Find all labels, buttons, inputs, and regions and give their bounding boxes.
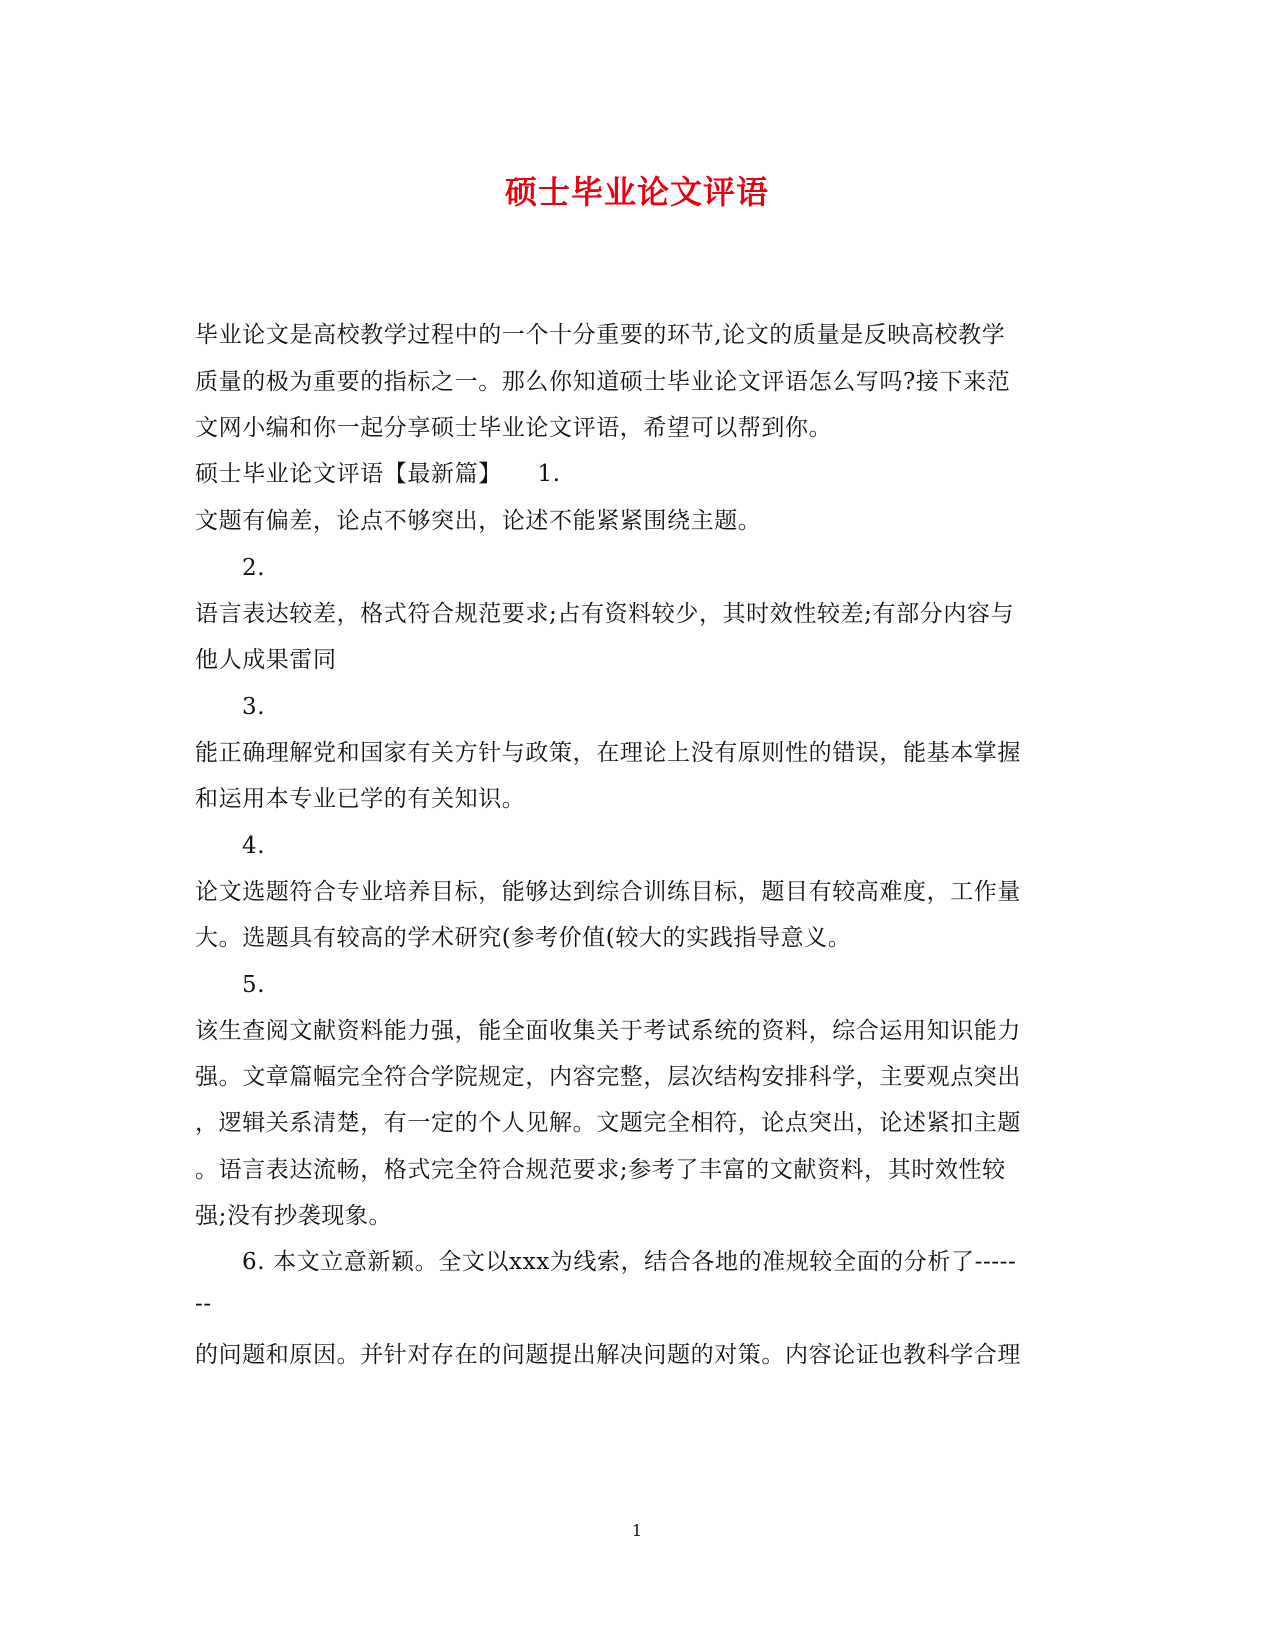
section-heading-line: 硕士毕业论文评语【最新篇】 1.	[195, 461, 561, 487]
paragraph-line: 该生查阅文献资料能力强，能全面收集关于考试系统的资料，综合运用知识能力	[195, 1018, 1021, 1044]
item-number: 3.	[242, 694, 266, 720]
item-number: 5.	[242, 972, 266, 998]
page-number: 1	[631, 1521, 643, 1540]
item-number: 2.	[242, 555, 266, 581]
paragraph-line: 强。文章篇幅完全符合学院规定，内容完整，层次结构安排科学，主要观点突出	[195, 1064, 1021, 1090]
document-title: 硕士毕业论文评语	[504, 173, 769, 211]
paragraph-line: 能正确理解党和国家有关方针与政策，在理论上没有原则性的错误，能基本掌握	[195, 740, 1021, 766]
paragraph-line: 质量的极为重要的指标之一。那么你知道硕士毕业论文评语怎么写吗?接下来范	[195, 369, 1011, 395]
paragraph-line: 大。选题具有较高的学术研究(参考价值(较大的实践指导意义。	[195, 925, 852, 951]
paragraph-line: 6. 本文立意新颖。全文以xxx为线索，结合各地的准规较全面的分析了-----	[242, 1249, 1017, 1275]
paragraph-line: 强;没有抄袭现象。	[195, 1203, 393, 1229]
paragraph-line: 的问题和原因。并针对存在的问题提出解决问题的对策。内容论证也教科学合理	[195, 1342, 1021, 1368]
paragraph-line: 论文选题符合专业培养目标，能够达到综合训练目标，题目有较高难度，工作量	[195, 879, 1021, 905]
paragraph-line: 文网小编和你一起分享硕士毕业论文评语，希望可以帮到你。	[195, 415, 833, 441]
paragraph-line: ，逻辑关系清楚，有一定的个人见解。文题完全相符，论点突出，论述紧扣主题	[195, 1110, 1021, 1136]
item-number: 4.	[242, 833, 266, 859]
paragraph-line: 他人成果雷同	[195, 647, 337, 673]
paragraph-line: 语言表达较差，格式符合规范要求;占有资料较少，其时效性较差;有部分内容与	[195, 601, 1015, 627]
paragraph-line: 和运用本专业已学的有关知识。	[195, 786, 526, 812]
paragraph-line: 毕业论文是高校教学过程中的一个十分重要的环节,论文的质量是反映高校教学	[195, 322, 1006, 348]
paragraph-line: 。语言表达流畅，格式完全符合规范要求;参考了丰富的文献资料，其时效性较	[195, 1157, 1006, 1183]
paragraph-line: --	[195, 1291, 212, 1317]
paragraph-line: 文题有偏差，论点不够突出，论述不能紧紧围绕主题。	[195, 508, 762, 534]
